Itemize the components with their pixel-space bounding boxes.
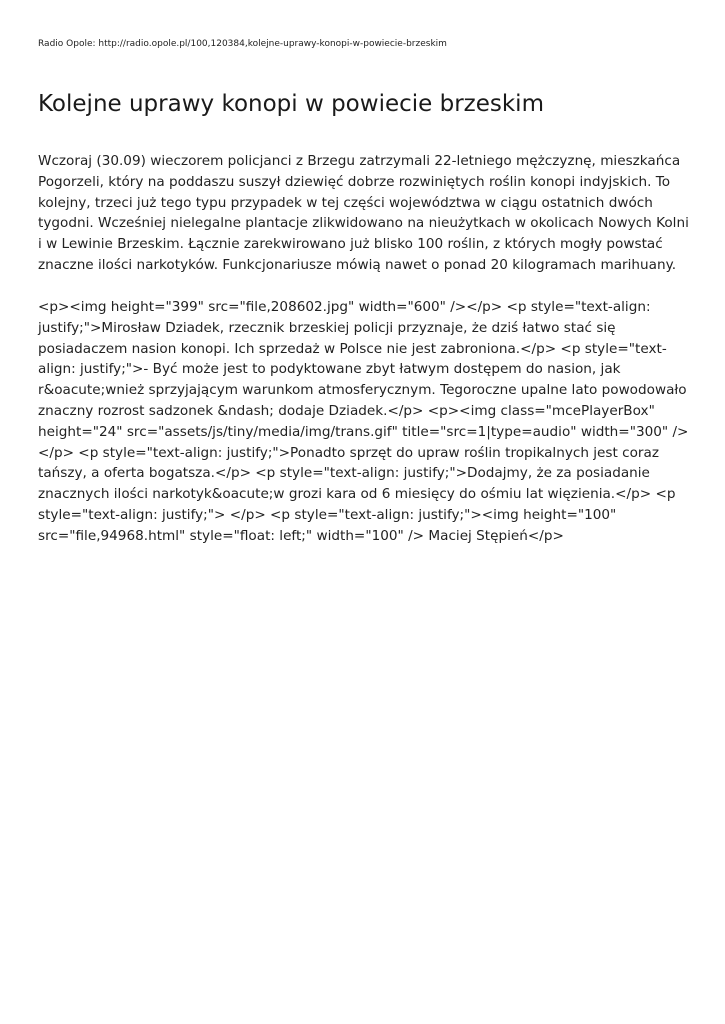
raw-html-text: <p><img height="399" src="file,208602.jpg" width="600" /></p> <p style="text-align: justify;">Mirosław Dziadek, rzecznik brzeskiej policji przyznaje, że dziś łatwo stać się posiadaczem nasion konopi. Ich sprzedaż w Polsce nie jest zabroniona.</p> <p style="text-align: justify;">- Być może jest to podyktowane zbyt łatwym dostępem do nasion, jak r&oacute;wnież sprzyjającym warunkom atmosferycznym. Tegoroczne upalne lato powodowało znaczny rozrost sadzonek &ndash; dodaje Dziadek.</p> <p><img class="mcePlayerBox" height="24" src="assets/js/tiny/media/img/trans.gif" title="src=1|type=audio" width="300" /></p> <p style="text-align: justify;">Ponadto sprzęt do upraw roślin tropikalnych jest coraz tańszy, a oferta bogatsza.</p> <p style="text-align: justify;">Dodajmy, że za posiadanie znacznych ilości narkotyk&oacute;w grozi kara od 6 miesięcy do ośmiu lat więzienia.</p> <p style="text-align: justify;"> </p> <p style="text-align: justify;"><img height="100" src="file,94968.html" style="float: left;" width="100" /> Maciej Stępień</p>	[38, 299, 689, 544]
source-url-line: Radio Opole: http://radio.opole.pl/100,120384,kolejne-uprawy-konopi-w-powiecie-brzeskim	[38, 39, 447, 49]
lead-paragraph: Wczoraj (30.09) wieczorem policjanci z Brzegu zatrzymali 22-letniego mężczyznę, mieszkańca Pogorzeli, który na poddaszu suszył dziewięć dobrze rozwiniętych roślin konopi indyjskich. To kolejny, trzeci już tego typu przypadek w tej części województwa w ciągu ostatnich dwóch tygodni. Wcześniej nielegalne plantacje zlikwidowano na nieużytkach w okolicach Nowych Kolni i w Lewinie Brzeskim. Łącznie zarekwirowano już blisko 100 roślin, z których mogły powstać znaczne ilości narkotyków. Funkcjonariusze mówią nawet o ponad 20 kilogramach marihuany.	[38, 153, 689, 273]
article-title: Kolejne uprawy konopi w powiecie brzeskim	[38, 91, 544, 117]
